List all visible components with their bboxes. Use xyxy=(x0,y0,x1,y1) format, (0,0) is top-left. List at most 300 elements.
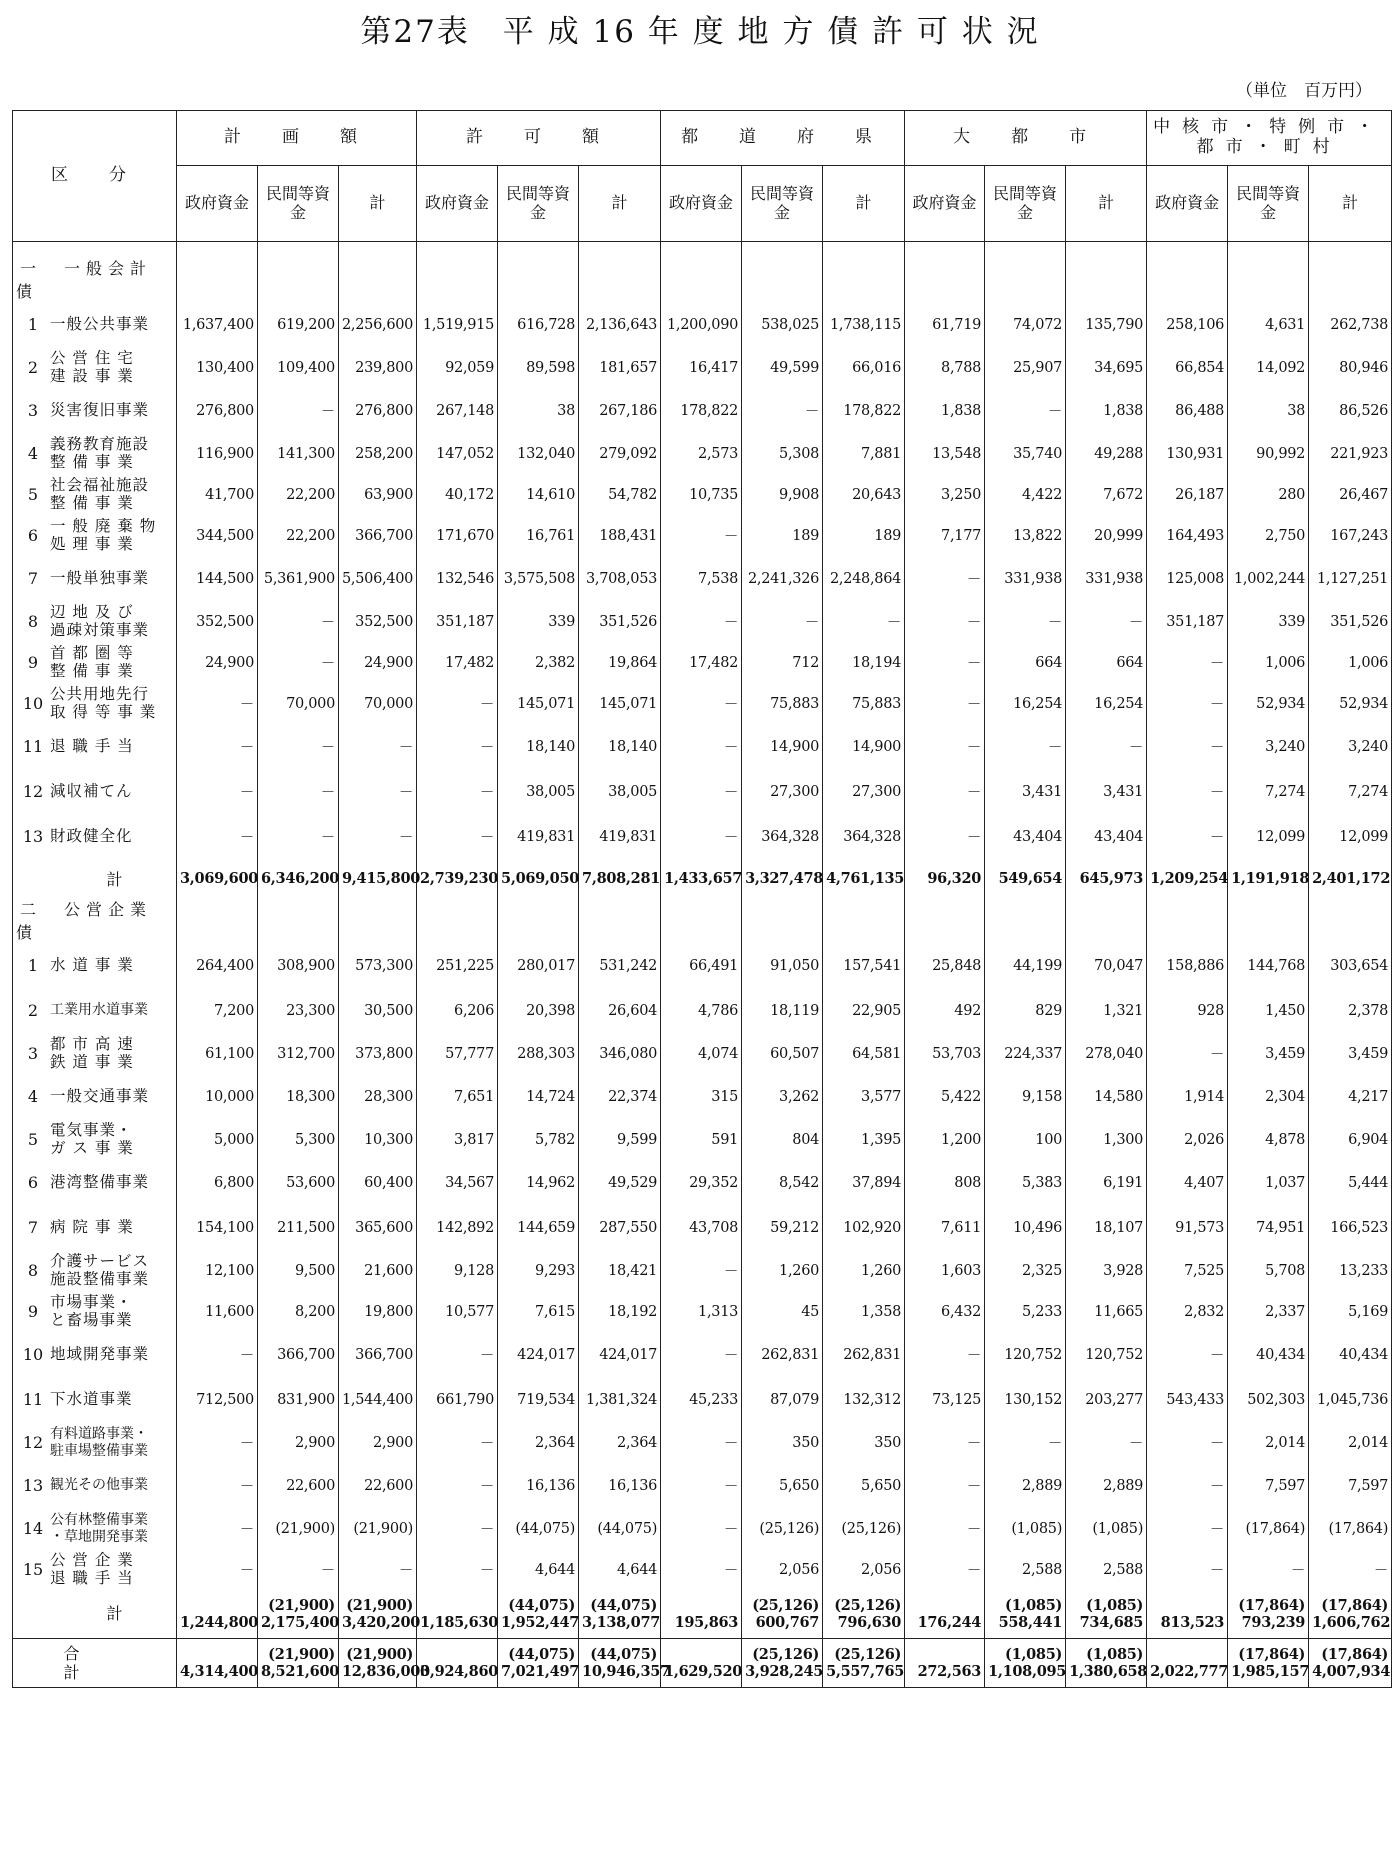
cell-value: 178,822 xyxy=(823,388,905,433)
cell-total-value: 3,928,245 xyxy=(745,1663,824,1680)
cell-value: － xyxy=(417,1422,498,1463)
cell-paren-value: (21,900) xyxy=(346,1596,414,1614)
row-number: 2 xyxy=(27,358,39,377)
cell-value: 346,080 xyxy=(579,1033,661,1074)
cell-total-value: 5,069,050 xyxy=(501,869,580,887)
cell-value: 366,700 xyxy=(339,1332,417,1377)
cell-value: 18,140 xyxy=(579,724,661,769)
cell-value: 18,194 xyxy=(823,642,905,683)
cell-value: 712,500 xyxy=(177,1377,258,1422)
cell-paren-value xyxy=(180,1646,254,1663)
cell-paren-value: (1,085) xyxy=(1086,1596,1144,1614)
cell-value: 315 xyxy=(661,1074,742,1119)
row-number: 8 xyxy=(27,612,39,631)
cell-value: － xyxy=(742,601,823,642)
cell-total-value: 3,138,077 xyxy=(582,1614,661,1631)
cell-value: 262,831 xyxy=(823,1332,905,1377)
cell-value: 6,432 xyxy=(905,1291,985,1332)
cell-paren-value: (21,900) xyxy=(268,1596,335,1614)
cell-value: 221,923 xyxy=(1309,433,1392,474)
cell-value: 60,507 xyxy=(742,1033,823,1074)
cell-value: 12,099 xyxy=(1309,814,1392,859)
cell-total-value: 6,346,200 xyxy=(261,869,340,887)
cell-value: 5,708 xyxy=(1228,1250,1309,1291)
cell-value: 366,700 xyxy=(339,515,417,556)
cell-value: － xyxy=(417,1508,498,1549)
cell-value: － xyxy=(1147,724,1228,769)
cell-value: 41,700 xyxy=(177,474,258,515)
table-row xyxy=(13,388,1392,433)
cell-value: 351,187 xyxy=(1147,601,1228,642)
row-label: 一般交通事業 xyxy=(50,1086,150,1105)
cell-paren-value: (25,126) xyxy=(834,1645,902,1663)
cell-value: 3,459 xyxy=(1228,1033,1309,1074)
cell-value: 40,172 xyxy=(417,474,498,515)
cell-value: － xyxy=(905,1463,985,1508)
cell-value: 1,200,090 xyxy=(661,302,742,347)
cell-total-value: 4,007,934 xyxy=(1312,1663,1391,1680)
cell-value: 251,225 xyxy=(417,943,498,988)
cell-value: － xyxy=(823,601,905,642)
cell-total-value: 96,320 xyxy=(927,869,982,887)
cell-value: 350 xyxy=(742,1422,823,1463)
subheader-private-funds: 民間等資 金 xyxy=(498,166,579,242)
cell-value: 3,262 xyxy=(742,1074,823,1119)
cell-value: (25,126) xyxy=(823,1508,905,1549)
cell-value: － xyxy=(905,683,985,724)
row-label: 一 般 廃 棄 物 処 理 事 業 xyxy=(50,516,157,553)
cell-value: 6,206 xyxy=(417,988,498,1033)
row-label: 水 道 事 業 xyxy=(50,955,134,974)
cell-value: － xyxy=(1147,1549,1228,1590)
cell-value: 70,000 xyxy=(258,683,339,724)
cell-value: 10,577 xyxy=(417,1291,498,1332)
cell-value: 9,128 xyxy=(417,1250,498,1291)
cell-value: 1,544,400 xyxy=(339,1377,417,1422)
cell-value: 70,000 xyxy=(339,683,417,724)
cell-value: 2,382 xyxy=(498,642,579,683)
cell-value: 719,534 xyxy=(498,1377,579,1422)
cell-value: 331,938 xyxy=(1066,556,1147,601)
cell-value: 38 xyxy=(498,388,579,433)
cell-value: 3,708,053 xyxy=(579,556,661,601)
cell-value: 712 xyxy=(742,642,823,683)
cell-value: 7,274 xyxy=(1309,769,1392,814)
cell-value: 6,191 xyxy=(1066,1160,1147,1205)
cell-total-value: 1,380,658 xyxy=(1069,1663,1148,1680)
cell-value: 2,241,326 xyxy=(742,556,823,601)
cell-total-value: 2,739,230 xyxy=(420,869,499,887)
cell-value: 531,242 xyxy=(579,943,661,988)
row-number: 1 xyxy=(27,315,39,334)
cell-value: 43,404 xyxy=(1066,814,1147,859)
subheader-total: 計 xyxy=(1066,166,1147,242)
cell-value: 16,136 xyxy=(579,1463,661,1508)
cell-value: 70,047 xyxy=(1066,943,1147,988)
cell-value: 49,529 xyxy=(579,1160,661,1205)
cell-paren-value: (1,085) xyxy=(1086,1645,1144,1663)
cell-value: 12,100 xyxy=(177,1250,258,1291)
table-row xyxy=(13,683,1392,724)
cell-value: － xyxy=(177,769,258,814)
cell-value: 16,254 xyxy=(985,683,1066,724)
cell-value: 661,790 xyxy=(417,1377,498,1422)
cell-value: 573,300 xyxy=(339,943,417,988)
cell-value: － xyxy=(661,724,742,769)
row-number: 3 xyxy=(27,1044,39,1063)
cell-value: 7,200 xyxy=(177,988,258,1033)
cell-value: 132,546 xyxy=(417,556,498,601)
cell-value: 267,186 xyxy=(579,388,661,433)
cell-value: 5,169 xyxy=(1309,1291,1392,1332)
cell-paren-value xyxy=(1150,1597,1224,1614)
row-number: 14 xyxy=(22,1519,44,1538)
cell-value: 262,831 xyxy=(742,1332,823,1377)
cell-value: － xyxy=(661,769,742,814)
cell-value: 1,300 xyxy=(1066,1119,1147,1160)
cell-value: － xyxy=(339,814,417,859)
cell-value: 6,800 xyxy=(177,1160,258,1205)
header-group-permitted: 許 可 額 xyxy=(417,111,661,166)
cell-value: － xyxy=(258,388,339,433)
cell-value: 344,500 xyxy=(177,515,258,556)
cell-value: 91,573 xyxy=(1147,1205,1228,1250)
cell-value: 4,878 xyxy=(1228,1119,1309,1160)
cell-value: 3,431 xyxy=(1066,769,1147,814)
row-label: 退 職 手 当 xyxy=(50,736,134,755)
section-total-row xyxy=(13,1590,1392,1639)
cell-value: 66,491 xyxy=(661,943,742,988)
table-row xyxy=(13,474,1392,515)
cell-value: 2,364 xyxy=(579,1422,661,1463)
cell-value: 74,951 xyxy=(1228,1205,1309,1250)
cell-value: 92,059 xyxy=(417,347,498,388)
row-label: 下水道事業 xyxy=(50,1389,133,1408)
cell-paren-value xyxy=(420,1597,494,1614)
cell-value: － xyxy=(661,683,742,724)
cell-value: 34,695 xyxy=(1066,347,1147,388)
table-row xyxy=(13,1332,1392,1377)
cell-value: 130,400 xyxy=(177,347,258,388)
table-row xyxy=(13,1291,1392,1332)
cell-value: 2,248,864 xyxy=(823,556,905,601)
cell-value: 27,300 xyxy=(742,769,823,814)
cell-value: 16,761 xyxy=(498,515,579,556)
subheader-gov-funds: 政府資金 xyxy=(177,166,258,242)
cell-value: 22,600 xyxy=(339,1463,417,1508)
cell-value: 16,136 xyxy=(498,1463,579,1508)
cell-value: 19,864 xyxy=(579,642,661,683)
cell-value: 13,548 xyxy=(905,433,985,474)
row-number: 15 xyxy=(22,1560,44,1579)
row-label: 首 都 圏 等 整 備 事 業 xyxy=(50,643,134,680)
cell-value: 61,719 xyxy=(905,302,985,347)
cell-value: － xyxy=(258,601,339,642)
table-body xyxy=(13,242,1392,1688)
cell-total-value: 1,629,520 xyxy=(664,1663,743,1680)
cell-value: 1,313 xyxy=(661,1291,742,1332)
cell-value: 351,526 xyxy=(579,601,661,642)
cell-value: － xyxy=(661,814,742,859)
cell-value: － xyxy=(177,1332,258,1377)
subheader-total: 計 xyxy=(579,166,661,242)
cell-value: 14,900 xyxy=(823,724,905,769)
cell-value: 5,000 xyxy=(177,1119,258,1160)
cell-value: 2,750 xyxy=(1228,515,1309,556)
cell-value: 59,212 xyxy=(742,1205,823,1250)
cell-value: 3,250 xyxy=(905,474,985,515)
cell-value: 66,854 xyxy=(1147,347,1228,388)
cell-value: 7,651 xyxy=(417,1074,498,1119)
cell-value: 11,665 xyxy=(1066,1291,1147,1332)
section-label: 一 一般会計債 xyxy=(16,259,153,301)
cell-value: 10,735 xyxy=(661,474,742,515)
cell-paren-value: (25,126) xyxy=(752,1596,820,1614)
cell-value: 120,752 xyxy=(985,1332,1066,1377)
cell-value: 102,920 xyxy=(823,1205,905,1250)
cell-value: － xyxy=(905,724,985,769)
row-label: 病 院 事 業 xyxy=(50,1217,134,1236)
cell-value: 35,740 xyxy=(985,433,1066,474)
cell-value: 8,200 xyxy=(258,1291,339,1332)
cell-value: 280 xyxy=(1228,474,1309,515)
cell-value: 352,500 xyxy=(177,601,258,642)
cell-value: 928 xyxy=(1147,988,1228,1033)
cell-value: 14,724 xyxy=(498,1074,579,1119)
cell-value: 619,200 xyxy=(258,302,339,347)
cell-total-value: 176,244 xyxy=(917,1614,982,1631)
header-group-plan: 計 画 額 xyxy=(177,111,417,166)
cell-value: － xyxy=(417,1463,498,1508)
cell-value: (17,864) xyxy=(1309,1508,1392,1549)
cell-paren-value: (17,864) xyxy=(1321,1645,1389,1663)
cell-value: 2,588 xyxy=(1066,1549,1147,1590)
cell-value: 2,014 xyxy=(1309,1422,1392,1463)
row-label: 公 営 住 宅 建 設 事 業 xyxy=(50,348,134,385)
cell-value: 278,040 xyxy=(1066,1033,1147,1074)
header-kubun: 区 分 xyxy=(13,111,177,242)
table-row xyxy=(13,988,1392,1033)
row-number: 9 xyxy=(27,1302,39,1321)
cell-value: 144,500 xyxy=(177,556,258,601)
row-label: 財政健全化 xyxy=(50,826,133,845)
cell-value: (17,864) xyxy=(1228,1508,1309,1549)
cell-total-value: 549,654 xyxy=(998,869,1063,887)
grand-total-label: 合 計 xyxy=(63,1643,188,1682)
cell-value: 7,597 xyxy=(1309,1463,1392,1508)
section-header-row xyxy=(13,256,1392,302)
cell-value: 5,361,900 xyxy=(258,556,339,601)
cell-value: 25,907 xyxy=(985,347,1066,388)
cell-value: 24,900 xyxy=(339,642,417,683)
row-number: 1 xyxy=(27,956,39,975)
cell-value: 189 xyxy=(823,515,905,556)
cell-value: 4,217 xyxy=(1309,1074,1392,1119)
cell-value: 2,900 xyxy=(339,1422,417,1463)
cell-value: 109,400 xyxy=(258,347,339,388)
row-label: 市場事業・ と畜場事業 xyxy=(50,1292,133,1329)
table-row xyxy=(13,814,1392,859)
cell-value: 1,738,115 xyxy=(823,302,905,347)
cell-value: 26,187 xyxy=(1147,474,1228,515)
cell-value: 373,800 xyxy=(339,1033,417,1074)
cell-value: 7,615 xyxy=(498,1291,579,1332)
cell-total-value: 1,108,095 xyxy=(988,1663,1067,1680)
cell-value: － xyxy=(985,601,1066,642)
cell-value: 11,600 xyxy=(177,1291,258,1332)
row-label: 有料道路事業・ 駐車場整備事業 xyxy=(50,1426,148,1459)
cell-value: 5,308 xyxy=(742,433,823,474)
cell-value: 1,006 xyxy=(1309,642,1392,683)
cell-value: 264,400 xyxy=(177,943,258,988)
cell-paren-value: (44,075) xyxy=(508,1645,576,1663)
row-label: 公 営 企 業 退 職 手 当 xyxy=(50,1550,134,1587)
cell-value: － xyxy=(905,1508,985,1549)
cell-value: 2,256,600 xyxy=(339,302,417,347)
cell-value: 664 xyxy=(985,642,1066,683)
cell-value: 91,050 xyxy=(742,943,823,988)
cell-value: 9,158 xyxy=(985,1074,1066,1119)
header-group-major-cities: 大 都 市 xyxy=(905,111,1147,166)
cell-value: 7,274 xyxy=(1228,769,1309,814)
table-row xyxy=(13,302,1392,347)
cell-value: 9,293 xyxy=(498,1250,579,1291)
cell-value: 239,800 xyxy=(339,347,417,388)
table-row xyxy=(13,1160,1392,1205)
cell-value: － xyxy=(177,1508,258,1549)
cell-value: － xyxy=(661,1332,742,1377)
cell-value: 164,493 xyxy=(1147,515,1228,556)
cell-value: 351,526 xyxy=(1309,601,1392,642)
cell-value: 350 xyxy=(823,1422,905,1463)
cell-value: 44,199 xyxy=(985,943,1066,988)
cell-total-value: 7,021,497 xyxy=(501,1663,580,1680)
cell-paren-value: (44,075) xyxy=(590,1645,658,1663)
cell-value: 339 xyxy=(1228,601,1309,642)
cell-value: 276,800 xyxy=(339,388,417,433)
subheader-private-funds: 民間等資 金 xyxy=(985,166,1066,242)
cell-value: 2,014 xyxy=(1228,1422,1309,1463)
cell-value: 804 xyxy=(742,1119,823,1160)
cell-value: 4,644 xyxy=(498,1549,579,1590)
cell-value: 60,400 xyxy=(339,1160,417,1205)
cell-total-value: 796,630 xyxy=(837,1614,902,1631)
spacer-row xyxy=(13,242,1392,257)
cell-value: 26,467 xyxy=(1309,474,1392,515)
cell-value: 14,610 xyxy=(498,474,579,515)
cell-paren-value xyxy=(908,1646,981,1663)
cell-value: － xyxy=(177,1422,258,1463)
cell-value: (1,085) xyxy=(1066,1508,1147,1549)
cell-value: 64,581 xyxy=(823,1033,905,1074)
cell-value: 38,005 xyxy=(498,769,579,814)
cell-total-value: 4,761,135 xyxy=(826,869,905,887)
cell-value: 4,644 xyxy=(579,1549,661,1590)
cell-value: 351,187 xyxy=(417,601,498,642)
cell-value: 37,894 xyxy=(823,1160,905,1205)
cell-value: (44,075) xyxy=(498,1508,579,1549)
cell-value: － xyxy=(1147,769,1228,814)
cell-total-value: 272,563 xyxy=(917,1663,982,1680)
cell-value: 29,352 xyxy=(661,1160,742,1205)
cell-total-value: 1,985,157 xyxy=(1231,1663,1310,1680)
cell-value: 9,500 xyxy=(258,1250,339,1291)
section-total-row xyxy=(13,859,1392,897)
cell-value: 3,817 xyxy=(417,1119,498,1160)
cell-value: 43,404 xyxy=(985,814,1066,859)
cell-value: 5,782 xyxy=(498,1119,579,1160)
cell-paren-value: (44,075) xyxy=(590,1596,658,1614)
cell-value: 1,519,915 xyxy=(417,302,498,347)
cell-value: 1,045,736 xyxy=(1309,1377,1392,1422)
row-number: 6 xyxy=(27,1173,39,1192)
cell-value: 141,300 xyxy=(258,433,339,474)
cell-total-value: 2,022,777 xyxy=(1150,1663,1229,1680)
table-row xyxy=(13,943,1392,988)
cell-value: － xyxy=(258,642,339,683)
cell-value: 27,300 xyxy=(823,769,905,814)
debt-permission-table xyxy=(12,110,1392,1688)
table-row xyxy=(13,724,1392,769)
cell-value: 3,575,508 xyxy=(498,556,579,601)
row-label: 電気事業・ ガ ス 事 業 xyxy=(50,1120,134,1157)
row-number: 11 xyxy=(22,737,44,756)
subheader-total: 計 xyxy=(1309,166,1392,242)
cell-value: 10,300 xyxy=(339,1119,417,1160)
cell-value: 13,822 xyxy=(985,515,1066,556)
cell-value: 1,006 xyxy=(1228,642,1309,683)
cell-value: 178,822 xyxy=(661,388,742,433)
cell-value: 2,889 xyxy=(985,1463,1066,1508)
cell-value: 20,398 xyxy=(498,988,579,1033)
row-number: 7 xyxy=(27,1218,39,1237)
subheader-private-funds: 民間等資 金 xyxy=(1228,166,1309,242)
cell-value: 73,125 xyxy=(905,1377,985,1422)
cell-value: 38 xyxy=(1228,388,1309,433)
cell-value: 87,079 xyxy=(742,1377,823,1422)
cell-value: － xyxy=(1147,642,1228,683)
cell-value: － xyxy=(1147,1422,1228,1463)
cell-value: 135,790 xyxy=(1066,302,1147,347)
cell-value: 5,422 xyxy=(905,1074,985,1119)
cell-value: 18,140 xyxy=(498,724,579,769)
cell-value: 591 xyxy=(661,1119,742,1160)
cell-value: 288,303 xyxy=(498,1033,579,1074)
cell-value: 17,482 xyxy=(661,642,742,683)
row-number: 10 xyxy=(22,1345,44,1364)
cell-value: 49,599 xyxy=(742,347,823,388)
cell-total-value: 1,606,762 xyxy=(1312,1614,1391,1631)
cell-value: － xyxy=(339,724,417,769)
cell-value: 364,328 xyxy=(823,814,905,859)
cell-value: 86,526 xyxy=(1309,388,1392,433)
cell-paren-value: (21,900) xyxy=(346,1645,414,1663)
cell-value: 339 xyxy=(498,601,579,642)
cell-value: 18,119 xyxy=(742,988,823,1033)
row-label: 辺 地 及 び 過疎対策事業 xyxy=(50,602,150,639)
cell-value: 5,444 xyxy=(1309,1160,1392,1205)
cell-total-value: 1,952,447 xyxy=(501,1614,580,1631)
cell-value: 5,506,400 xyxy=(339,556,417,601)
cell-value: 831,900 xyxy=(258,1377,339,1422)
cell-value: 4,786 xyxy=(661,988,742,1033)
cell-value: 14,962 xyxy=(498,1160,579,1205)
cell-value: 2,889 xyxy=(1066,1463,1147,1508)
cell-paren-value xyxy=(664,1646,738,1663)
table-row xyxy=(13,1119,1392,1160)
row-label: 一般単独事業 xyxy=(50,568,150,587)
cell-value: 14,900 xyxy=(742,724,823,769)
